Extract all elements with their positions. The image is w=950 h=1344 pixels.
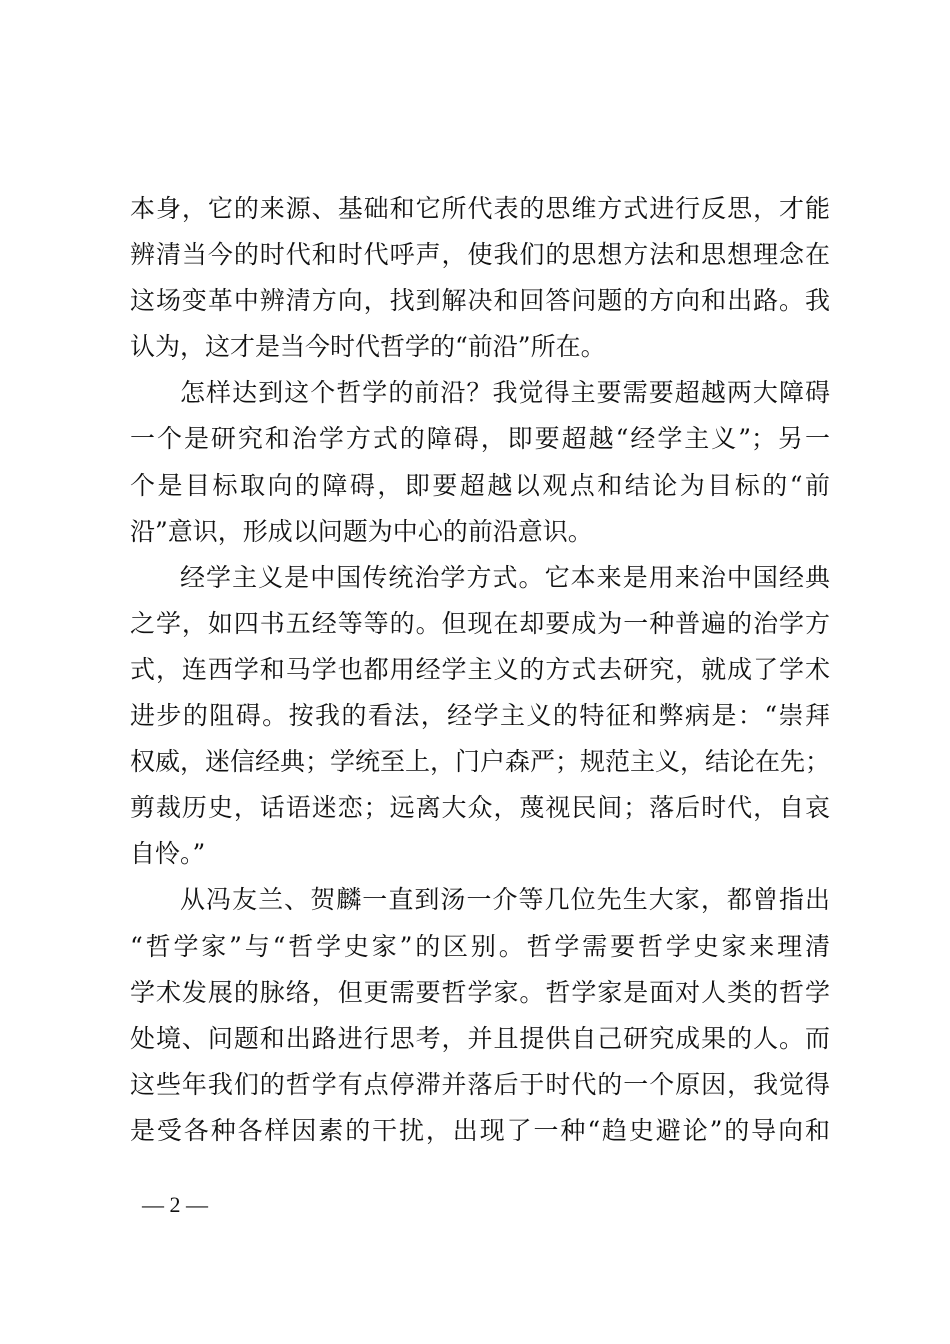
text-line: 个是目标取向的障碍，即要超越以观点和结论为目标的“前	[130, 470, 830, 500]
text-line: 怎样达到这个哲学的前沿？我觉得主要需要超越两大障碍	[180, 378, 830, 408]
text-line: 本身，它的来源、基础和它所代表的思维方式进行反思，才能	[130, 194, 830, 223]
text-line: 这些年我们的哲学有点停滞并落后于时代的一个原因，我觉得	[130, 1069, 830, 1099]
text-line: 这场变革中辨清方向，找到解决和回答问题的方向和出路。我	[130, 286, 830, 316]
text-line: 是受各种各样因素的干扰，出现了一种“趋史避论”的导向和	[130, 1115, 830, 1145]
text-line: 处境、问题和出路进行思考，并且提供自己研究成果的人。而	[130, 1023, 830, 1053]
text-line: 权威，迷信经典；学统至上，门户森严；规范主义，结论在先；	[130, 747, 831, 777]
text-line: “哲学家”与“哲学史家”的区别。哲学需要哲学史家来理清	[130, 931, 830, 961]
text-line: 剪裁历史，话语迷恋；远离大众，蔑视民间；落后时代，自哀	[130, 793, 830, 823]
text-line: 沿”意识，形成以问题为中心的前沿意识。	[130, 516, 593, 546]
text-line: 之学，如四书五经等等的。但现在却要成为一种普遍的治学方	[130, 608, 830, 638]
text-line: 经学主义是中国传统治学方式。它本来是用来治中国经典	[180, 562, 830, 592]
text-line: 自怜。”	[130, 839, 206, 869]
text-line: 辨清当今的时代和时代呼声，使我们的思想方法和思想理念在	[130, 240, 830, 270]
page-number: — 2 —	[142, 1192, 208, 1217]
text-line: 从冯友兰、贺麟一直到汤一介等几位先生大家，都曾指出	[180, 885, 830, 915]
body-text	[130, 186, 830, 1154]
text-line: 认为，这才是当今时代哲学的“前沿”所在。	[130, 332, 606, 362]
text-line: 一个是研究和治学方式的障碍，即要超越“经学主义”；另一	[130, 424, 830, 454]
text-line: 进步的阻碍。按我的看法，经学主义的特征和弊病是：“崇拜	[130, 701, 830, 731]
text-line: 学术发展的脉络，但更需要哲学家。哲学家是面对人类的哲学	[130, 977, 830, 1007]
text-line: 式，连西学和马学也都用经学主义的方式去研究，就成了学术	[130, 654, 830, 684]
